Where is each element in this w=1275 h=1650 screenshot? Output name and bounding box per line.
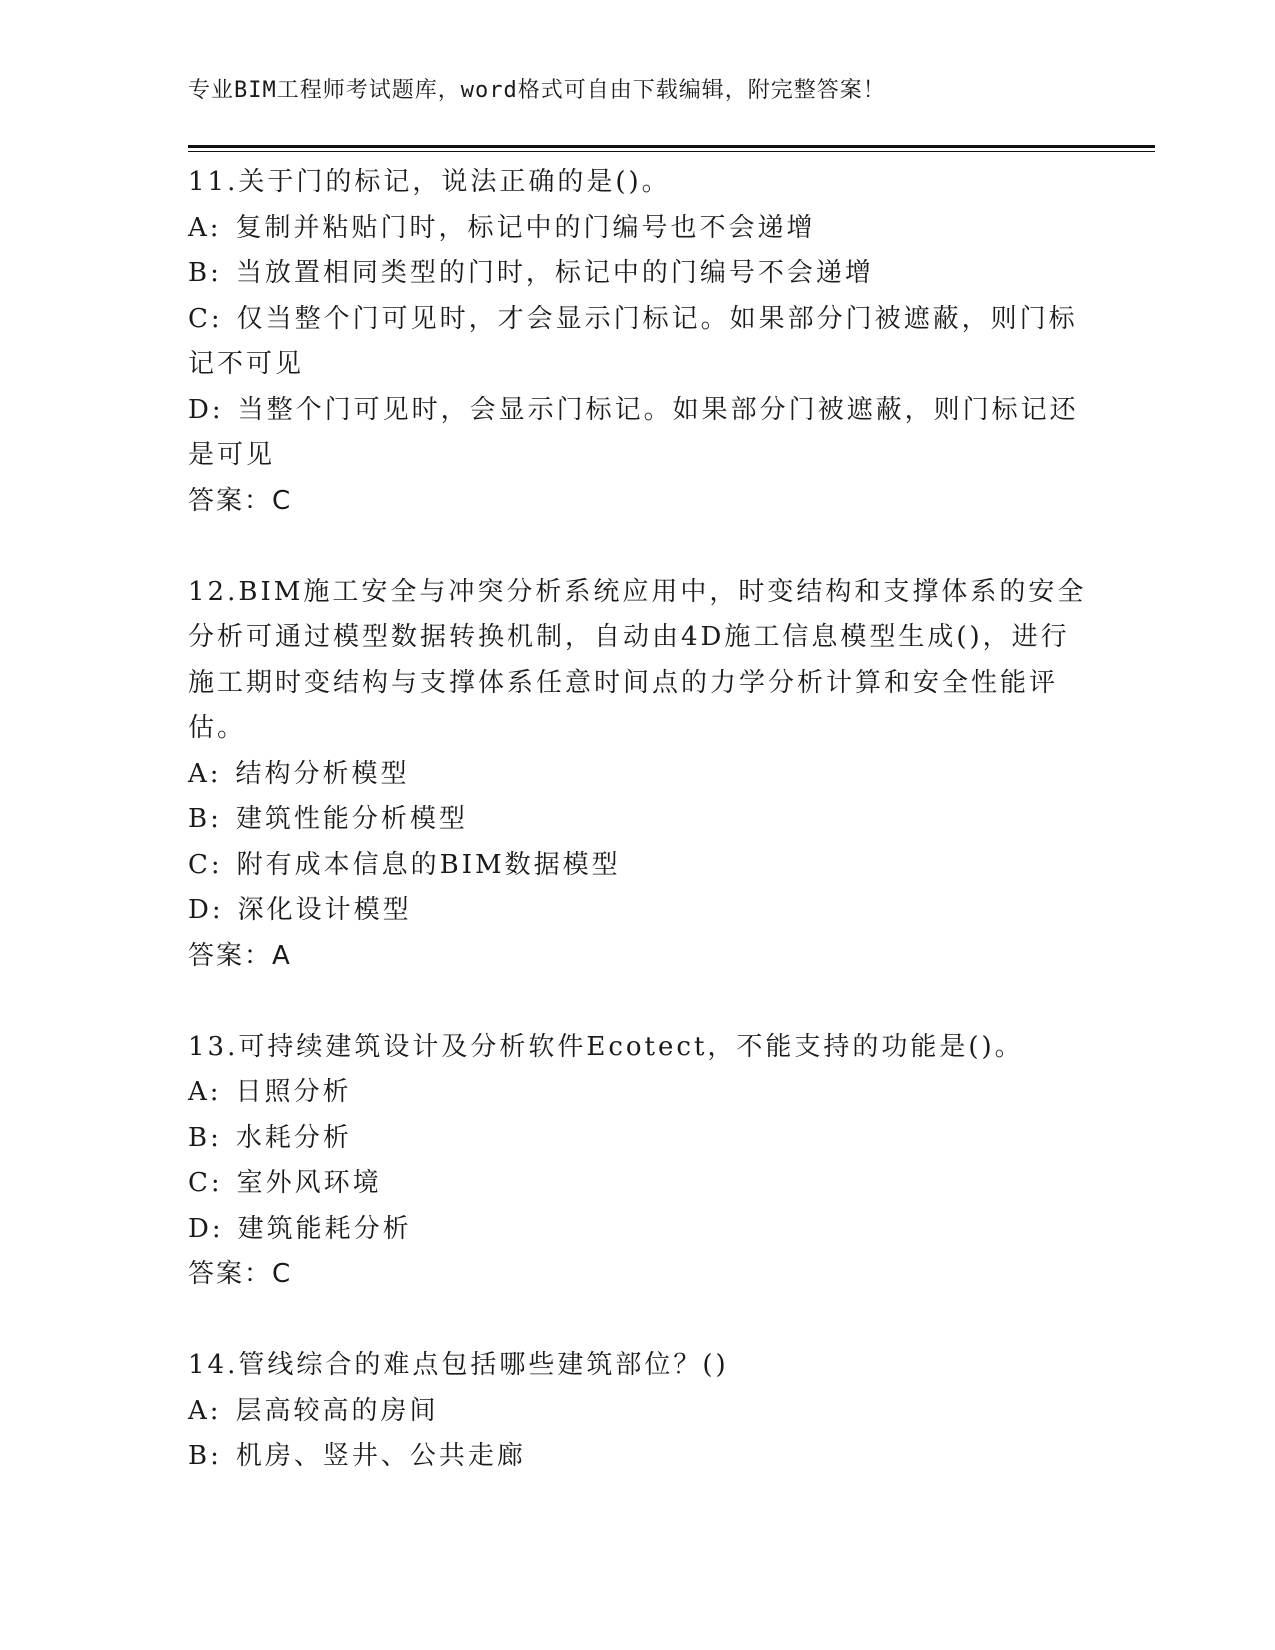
option-text: 建筑性能分析模型 [235,804,468,834]
option-key: B: [188,804,222,834]
header-divider [188,145,1155,152]
option-text: 日照分析 [235,1077,352,1107]
option-a [188,752,1088,798]
option-key: C: [188,1168,223,1198]
option-key: B: [188,1122,222,1153]
option-c [188,297,1088,388]
question-14 [188,1343,1088,1480]
option-text: 层高较高的房间 [235,1395,439,1426]
option-text: 仅当整个门可见时，才会显示门标记。如果部分门被遮蔽，则门标记不可见 [188,303,1078,379]
question-list [188,160,1088,1525]
option-b [188,251,1088,297]
option-d [188,888,1088,934]
option-a [188,1389,1088,1435]
option-b [188,1434,1088,1480]
option-c [188,843,1088,889]
question-11 [188,160,1088,524]
answer-line: 答案：A [188,940,292,971]
option-key: C: [188,303,223,334]
question-stem: 11.关于门的标记，说法正确的是()。 [188,167,671,197]
question-stem: 12.BIM施工安全与冲突分析系统应用中，时变结构和支撑体系的安全分析可通过模型数据转换机制，自动由4D施工信息模型生成()，进行施工期时变结构与支撑体系任意时间点的力学分析计算和安全性能评估。 [188,576,1087,743]
option-a [188,1070,1088,1116]
option-text: 复制并粘贴门时，标记中的门编号也不会递增 [235,212,816,243]
option-text: 当整个门可见时，会显示门标记。如果部分门被遮蔽，则门标记还是可见 [188,394,1079,470]
option-key: A: [188,1395,222,1426]
option-key: A: [188,1077,222,1107]
question-12 [188,570,1088,980]
option-key: A: [188,212,222,243]
answer-line: 答案：C [188,1259,293,1289]
option-key: B: [188,1441,222,1471]
option-c [188,1161,1088,1207]
option-a [188,206,1088,252]
option-text: 水耗分析 [235,1122,352,1153]
option-text: 当放置相同类型的门时，标记中的门编号不会递增 [235,258,874,288]
option-text: 附有成本信息的BIM数据模型 [236,849,621,880]
option-text: 建筑能耗分析 [237,1213,412,1244]
option-d [188,388,1088,479]
option-key: D: [188,1213,224,1244]
question-13 [188,1025,1088,1298]
option-text: 结构分析模型 [235,758,410,789]
option-b [188,1116,1088,1162]
option-key: C: [188,849,223,880]
question-stem: 13.可持续建筑设计及分析软件Ecotect，不能支持的功能是()。 [188,1031,1024,1062]
answer-line: 答案：C [188,485,293,516]
option-d [188,1207,1088,1253]
question-stem: 14.管线综合的难点包括哪些建筑部位？() [188,1350,729,1380]
page-header: 专业BIM工程师考试题库，word格式可自由下载编辑，附完整答案！ [188,78,886,103]
option-text: 深化设计模型 [237,895,412,925]
option-text: 机房、竖井、公共走廊 [235,1441,526,1471]
option-key: D: [188,394,224,425]
option-text: 室外风环境 [236,1168,382,1198]
option-b [188,797,1088,843]
option-key: A: [188,758,222,789]
option-key: D: [188,895,224,925]
option-key: B: [188,258,222,288]
